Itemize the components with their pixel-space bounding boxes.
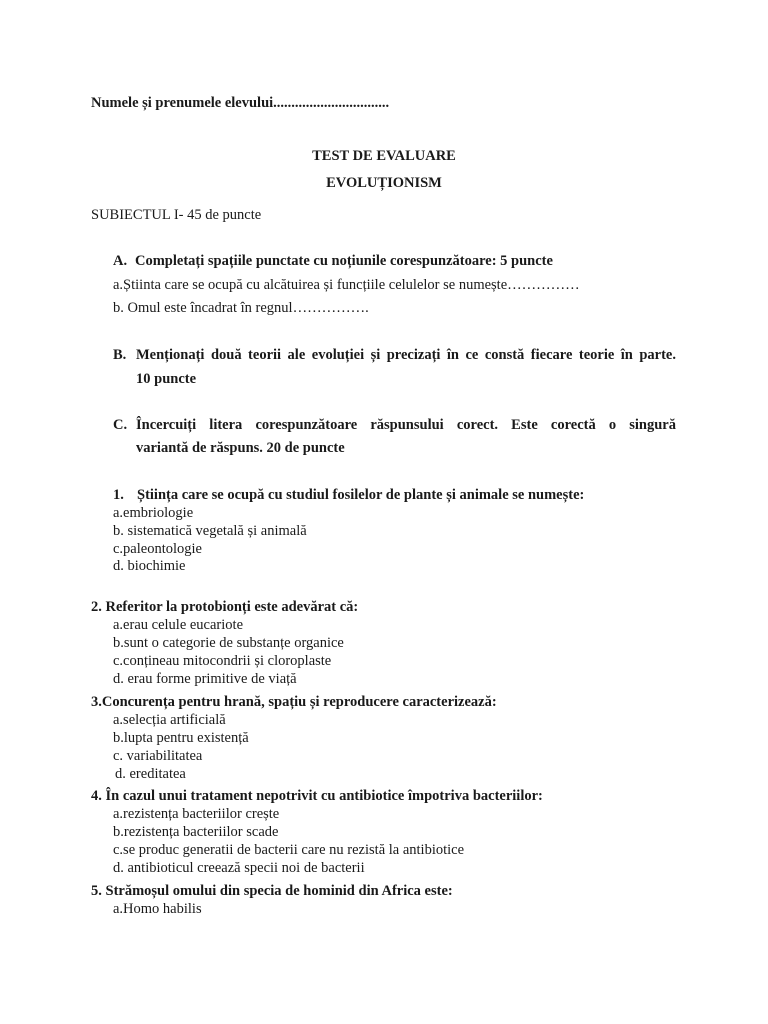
q1-option-c: c.paleontologie	[113, 541, 202, 557]
q2-option-a: a.erau celule eucariote	[113, 617, 244, 633]
q1-option-b: b. sistematică vegetală și animală	[113, 523, 307, 539]
part-b-title-line-1: Menționați două teorii ale evoluției și precizați în ce constă fiecare teorie în parte.	[136, 347, 676, 363]
q1-option-d: d. biochimie	[113, 558, 186, 574]
test-title: TEST DE EVALUARE	[312, 148, 456, 164]
part-b-marker: B.	[113, 347, 127, 363]
part-b-title-line-2: 10 puncte	[136, 371, 197, 387]
test-subject: EVOLUȚIONISM	[326, 175, 442, 191]
q4-option-c: c.se produc generatii de bacterii care nu rezistă la antibiotice	[113, 842, 465, 858]
q2-option-b: b.sunt o categorie de substanțe organice	[113, 635, 344, 651]
question-1	[113, 486, 584, 504]
part-c-marker: C.	[113, 417, 128, 433]
q3-option-d: d. ereditatea	[115, 766, 186, 782]
q5-option-a: a.Homo habilis	[113, 901, 202, 917]
question-1-number: 1.	[113, 487, 124, 503]
part-c-title-line-2: variantă de răspuns. 20 de puncte	[136, 440, 345, 456]
question-2-text: 2. Referitor la protobionți este adevărat că:	[91, 599, 359, 615]
question-4-text: 4. În cazul unui tratament nepotrivit cu antibiotice împotriva bacteriilor:	[91, 788, 543, 804]
part-a-item-1: a.Știinta care se ocupă cu alcătuirea și funcțiile celulelor se numește……………	[113, 277, 580, 293]
question-1-text: Știința care se ocupă cu studiul fosilelor de plante și animale se numește:	[137, 487, 585, 503]
q3-option-b: b.lupta pentru existență	[113, 730, 249, 746]
q4-option-a: a.rezistența bacteriilor crește	[113, 806, 280, 822]
part-a-item-2: b. Omul este încadrat în regnul…………….	[113, 300, 369, 316]
question-5-text: 5. Strămoșul omului din specia de hominid din Africa este:	[91, 883, 453, 899]
part-c-title-line-1: Încercuiți litera corespunzătoare răspunsului corect. Este corectă o singură	[136, 417, 676, 433]
q3-option-c: c. variabilitatea	[113, 748, 203, 764]
q3-option-a: a.selecția artificială	[113, 712, 226, 728]
part-a-title: Completați spațiile punctate cu noțiunile corespunzătoare: 5 puncte	[135, 253, 553, 269]
q1-option-a: a.embriologie	[113, 505, 194, 521]
q4-option-b: b.rezistența bacteriilor scade	[113, 824, 279, 840]
part-a-heading	[113, 252, 553, 270]
part-a-marker: A.	[113, 253, 128, 269]
q2-option-c: c.conțineau mitocondrii și cloroplaste	[113, 653, 332, 669]
q4-option-d: d. antibioticul creează specii noi de bacterii	[113, 860, 365, 876]
q2-option-d: d. erau forme primitive de viață	[113, 671, 297, 687]
question-3-text: 3.Concurența pentru hrană, spațiu și reproducere caracterizează:	[91, 694, 497, 710]
section-title: SUBIECTUL I- 45 de puncte	[91, 207, 262, 223]
student-name-line: Numele și prenumele elevului................................	[91, 95, 390, 111]
